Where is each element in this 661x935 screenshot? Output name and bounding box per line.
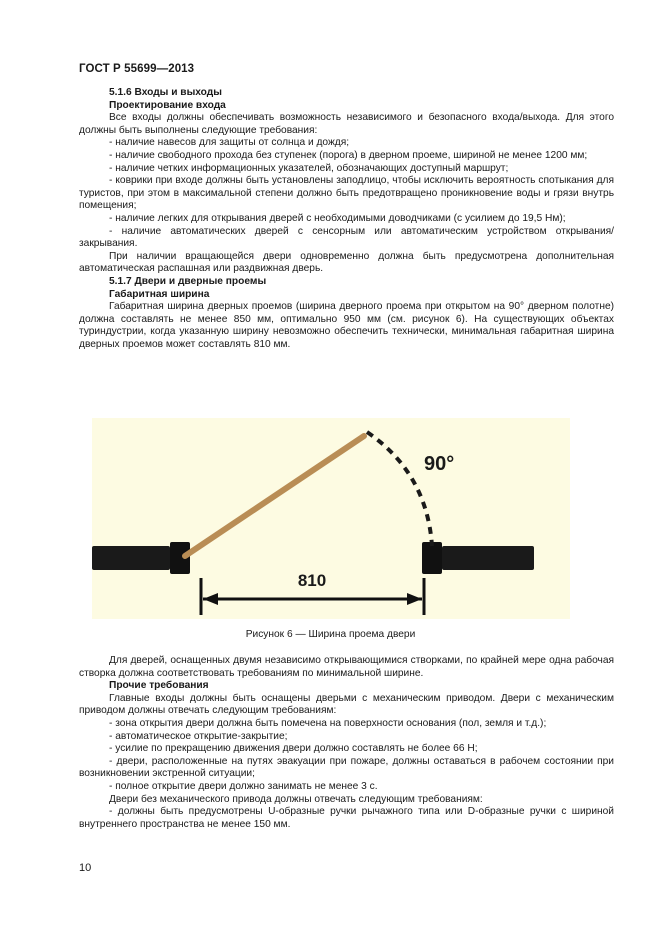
list-item: - полное открытие двери должно занимать не менее 3 с. xyxy=(109,780,378,792)
paragraph: Для дверей, оснащенных двумя независимо открывающимися створками, по крайней мере одна рабочая створка должна соответствовать требованиям по минимальной ширине. xyxy=(79,655,614,679)
section-subtitle: Габаритная ширина xyxy=(109,288,210,300)
list-item: - зона открытия двери должна быть помечена на поверхности основания (пол, земля и т.д.); xyxy=(109,717,547,729)
left-door-frame xyxy=(92,546,170,570)
list-item: - наличие свободного прохода без ступенек (порога) в дверном проеме, шириной не менее 1200 мм; xyxy=(109,149,588,161)
door-diagram xyxy=(92,418,570,619)
list-item: - наличие четких информационных указателей, обозначающих доступный маршрут; xyxy=(109,162,509,174)
paragraph: Габаритная ширина дверных проемов (ширина дверного проема при открытом на 90° дверном полотне) должна составлять не менее 850 мм, оптимально 950 мм (см. рисунок 6). На существующих объектах туриндустрии, когда указанную ширину невозможно обеспечить технически, минимальная габаритная ширина дверных проемов может составлять 810 мм. xyxy=(79,301,614,350)
width-label: 810 xyxy=(297,571,327,590)
list-item: - наличие автоматических дверей с сенсорным или автоматическим устройством открывания/закрывания. xyxy=(79,225,614,250)
section-title: 5.1.7 Двери и дверные проемы xyxy=(109,275,267,287)
paragraph: Двери без механического привода должны отвечать следующим требованиям: xyxy=(109,793,483,805)
document-standard-number: ГОСТ Р 55699—2013 xyxy=(79,63,195,75)
list-item: - наличие легких для открывания дверей с необходимыми доводчиками (с усилием до 19,5 Нм); xyxy=(109,212,566,224)
dimension-arrow-left xyxy=(203,593,218,605)
paragraph: Главные входы должны быть оснащены дверьми с механическим приводом. Двери с механическим приводом должны отвечать следующим требованиям: xyxy=(79,692,614,717)
right-door-frame xyxy=(442,546,534,570)
angle-label: 90° xyxy=(424,453,455,475)
list-item: - должны быть предусмотрены U-образные ручки рычажного типа или D-образные ручки с шириной внутреннего пространства не менее 150 мм. xyxy=(79,806,614,830)
figure-caption: Рисунок 6 — Ширина проема двери xyxy=(245,629,416,640)
paragraph: Все входы должны обеспечивать возможность независимого и безопасного входа/выхода. Для этого должны быть выполнены следующие требования: xyxy=(79,112,614,136)
list-item: - коврики при входе должны быть установлены заподлицо, чтобы исключить вероятность спотыкания для туристов, при этом в максимальной степени должно быть предотвращено проникновение воды и грязи внутрь помещения; xyxy=(79,175,614,212)
list-item: - усилие по прекращению движения двери должно составлять не более 66 Н; xyxy=(109,743,478,755)
section-title: 5.1.6 Входы и выходы xyxy=(109,87,222,98)
list-item: - двери, расположенные на путях эвакуации при пожаре, должны оставаться в рабочем состоянии при возникновении экстренной ситуации; xyxy=(79,755,614,780)
paragraph: При наличии вращающейся двери одновременно должна быть предусмотрена дополнительная автоматическая распашная или раздвижная дверь. xyxy=(79,250,614,275)
door-width-figure xyxy=(92,418,570,619)
door-swing-arc xyxy=(367,432,432,546)
list-item: - наличие навесов для защиты от солнца и дождя; xyxy=(109,137,350,149)
section-5-1-6 xyxy=(79,87,614,351)
door-leaf xyxy=(185,436,364,556)
section-after-figure xyxy=(79,655,614,831)
section-subtitle: Проектирование входа xyxy=(109,99,226,111)
section-subtitle: Прочие требования xyxy=(109,680,209,692)
right-door-stop xyxy=(422,542,442,574)
dimension-arrow-right xyxy=(407,593,422,605)
list-item: - автоматическое открытие-закрытие; xyxy=(109,730,288,742)
page-number: 10 xyxy=(79,862,92,874)
